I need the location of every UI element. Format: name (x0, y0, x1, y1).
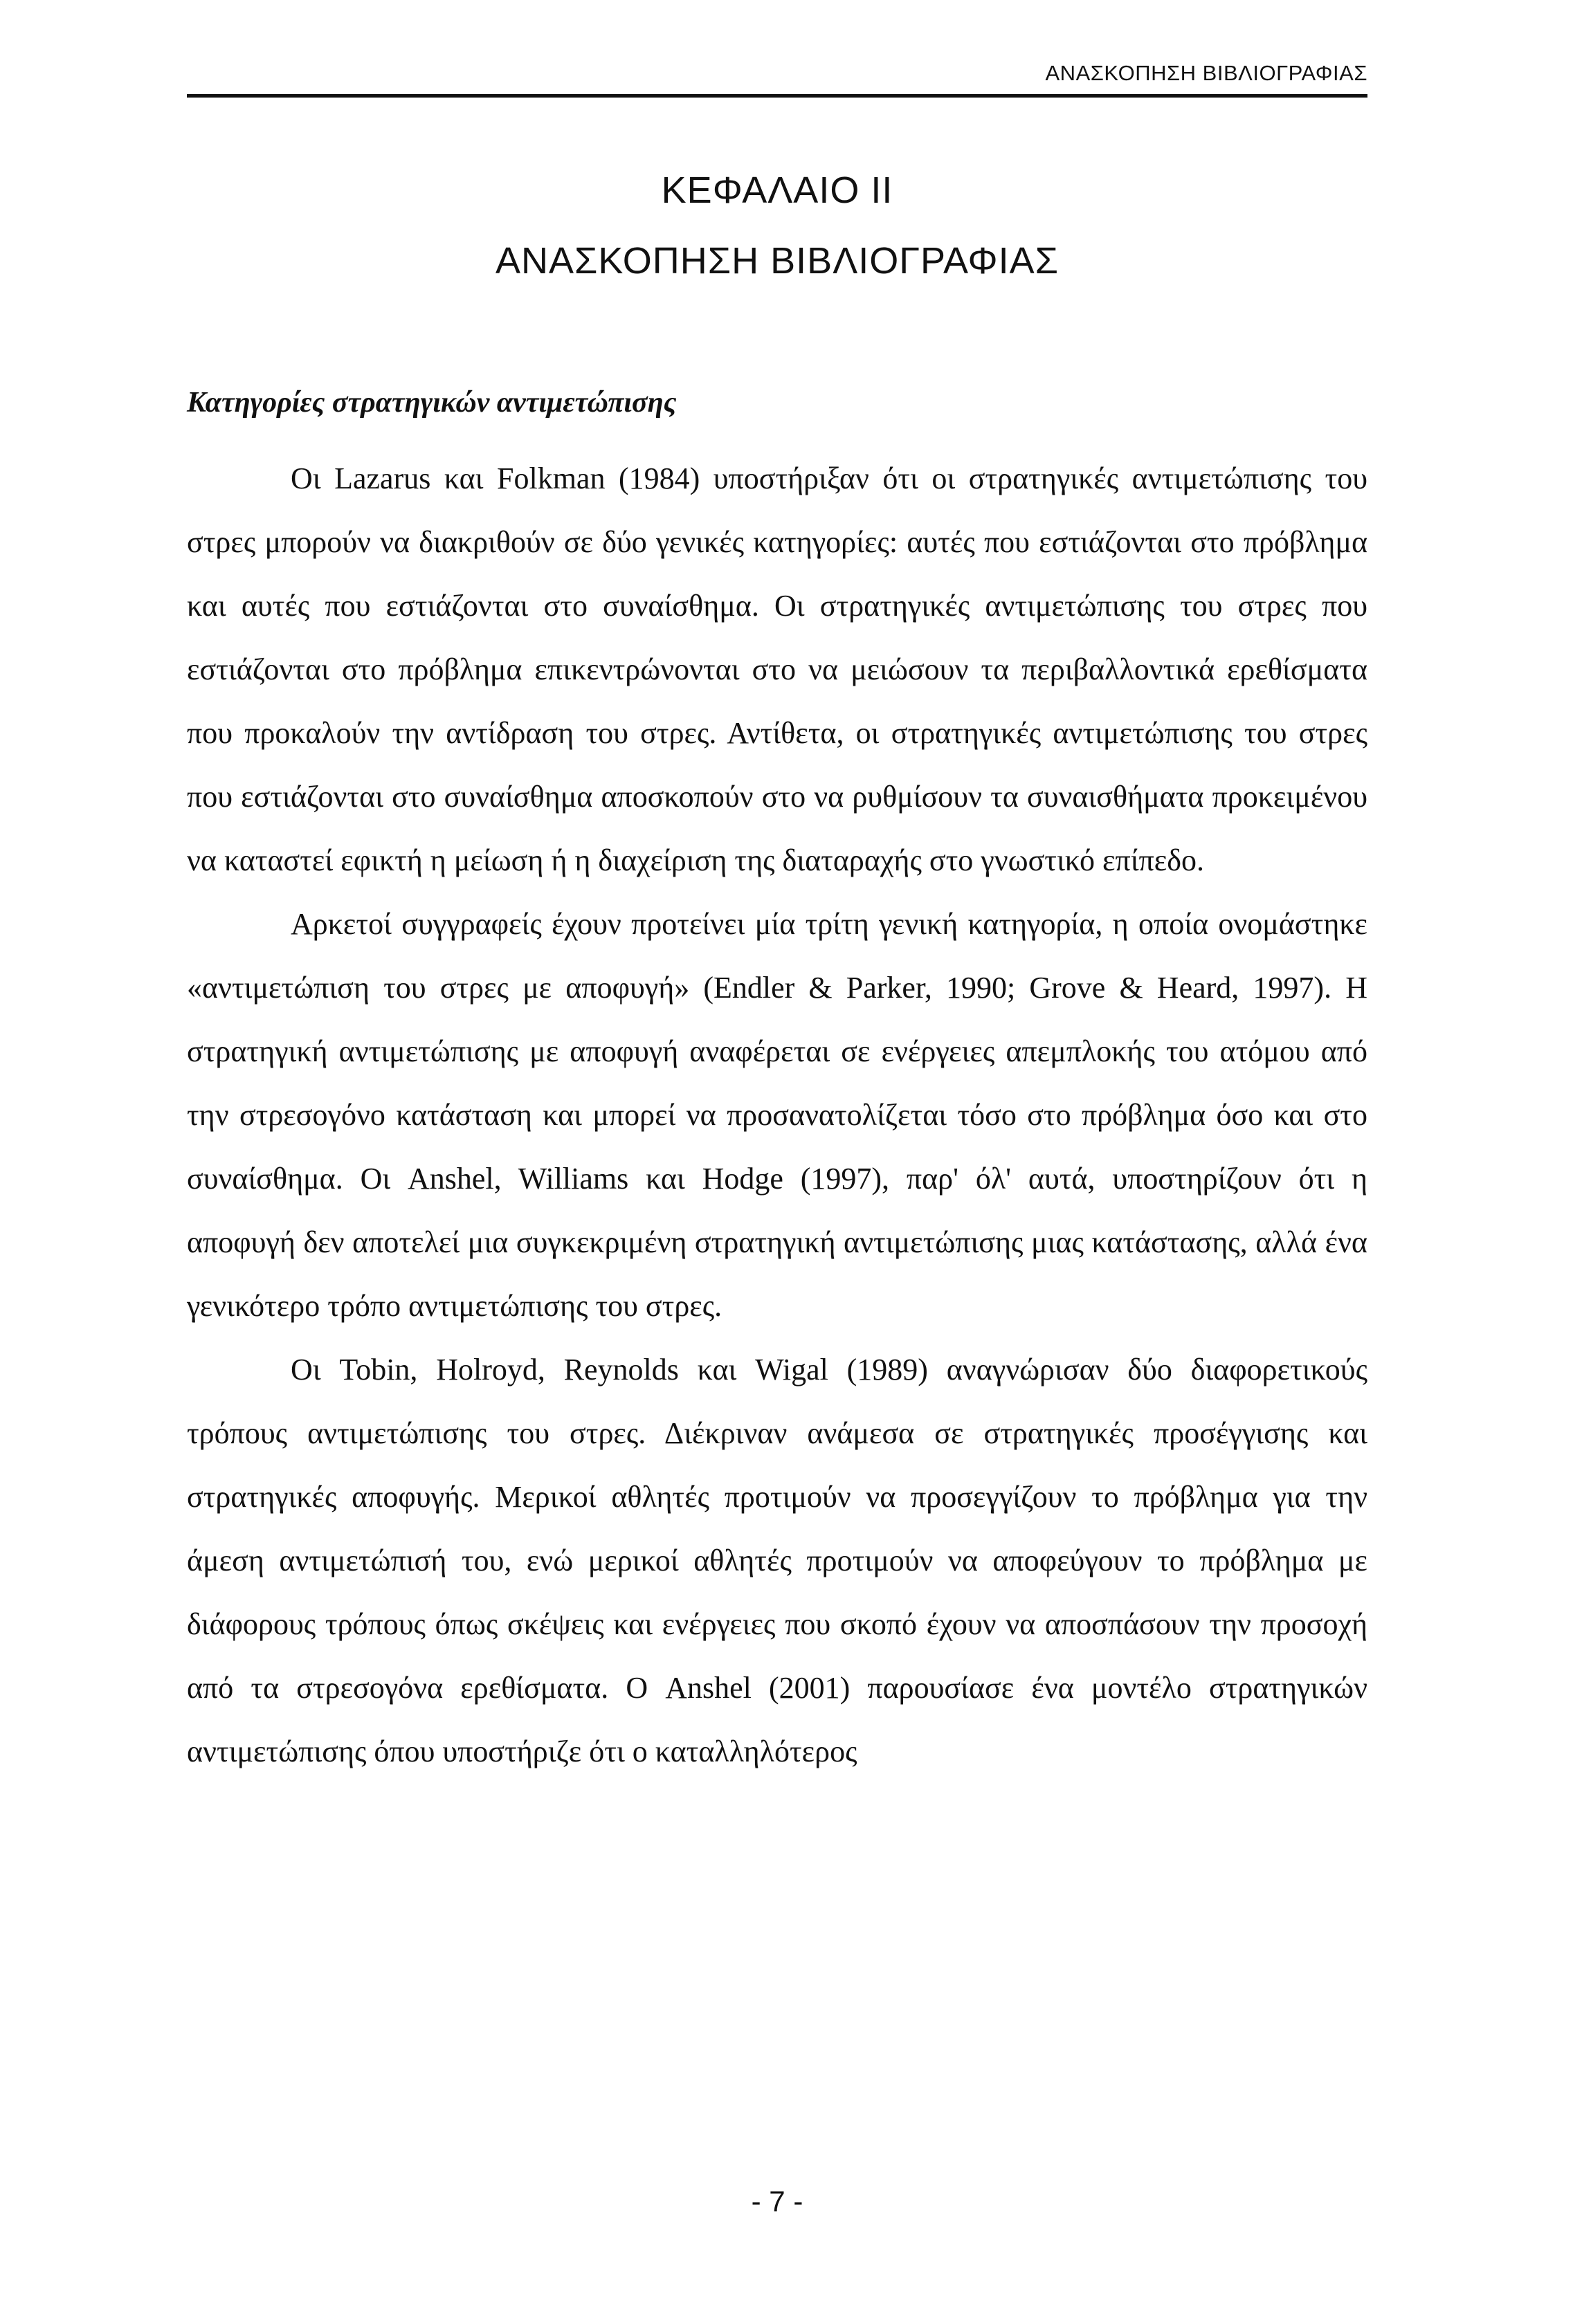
body-text (187, 447, 1367, 1784)
running-header: ΑΝΑΣΚΟΠΗΣΗ ΒΙΒΛΙΟΓΡΑΦΙΑΣ (1045, 61, 1367, 85)
page-number: - 7 - (751, 2185, 803, 2217)
chapter-number: ΚΕΦΑΛΑΙΟ ΙΙ (661, 170, 893, 211)
header-rule (187, 94, 1367, 98)
paragraph: Οι Tobin, Holroyd, Reynolds και Wigal (1989) αναγνώρισαν δύο διαφορετικούς τρόπους αντιμετώπισης του στρες. Διέκριναν ανάμεσα σε στρατηγικές προσέγγισης και στρατηγικές αποφυγής. Μερικοί αθλητές προτιμούν να προσεγγίζουν το πρόβλημα για την άμεση αντιμετώπισή του, ενώ μερικοί αθλητές προτιμούν να αποφεύγουν το πρόβλημα με διάφορους τρόπους όπως σκέψεις και ενέργειες που σκοπό έχουν να αποσπάσουν την προσοχή από τα στρεσογόνα ερεθίσματα. Ο Anshel (2001) παρουσίασε ένα μοντέλο στρατηγικών αντιμετώπισης όπου υποστήριζε ότι ο καταλληλότερος (187, 1353, 1367, 1768)
chapter-title: ΑΝΑΣΚΟΠΗΣΗ ΒΙΒΛΙΟΓΡΑΦΙΑΣ (495, 240, 1059, 282)
section-heading: Κατηγορίες στρατηγικών αντιμετώπισης (187, 387, 677, 419)
paragraph: Αρκετοί συγγραφείς έχουν προτείνει μία τρίτη γενική κατηγορία, η οποία ονομάστηκε «αντιμετώπιση του στρες με αποφυγή» (Endler & Parker, 1990; Grove & Heard, 1997). Η στρατηγική αντιμετώπισης με αποφυγή αναφέρεται σε ενέργειες απεμπλοκής του ατόμου από την στρεσογόνο κατάσταση και μπορεί να προσανατολίζεται τόσο στο πρόβλημα όσο και στο συναίσθημα. Οι Anshel, Williams και Hodge (1997), παρ' όλ' αυτά, υποστηρίζουν ότι η αποφυγή δεν αποτελεί μια συγκεκριμένη στρατηγική αντιμετώπισης μιας κατάστασης, αλλά ένα γενικότερο τρόπο αντιμετώπισης του στρες. (187, 907, 1367, 1323)
paragraph: Οι Lazarus και Folkman (1984) υποστήριξαν ότι οι στρατηγικές αντιμετώπισης του στρες μπορούν να διακριθούν σε δύο γενικές κατηγορίες: αυτές που εστιάζονται στο πρόβλημα και αυτές που εστιάζονται στο συναίσθημα. Οι στρατηγικές αντιμετώπισης του στρες που εστιάζονται στο πρόβλημα επικεντρώνονται στο να μειώσουν τα περιβαλλοντικά ερεθίσματα που προκαλούν την αντίδραση του στρες. Αντίθετα, οι στρατηγικές αντιμετώπισης του στρες που εστιάζονται στο συναίσθημα αποσκοπούν στο να ρυθμίσουν τα συναισθήματα προκειμένου να καταστεί εφικτή η μείωση ή η διαχείριση της διαταραχής στο γνωστικό επίπεδο. (187, 461, 1367, 877)
